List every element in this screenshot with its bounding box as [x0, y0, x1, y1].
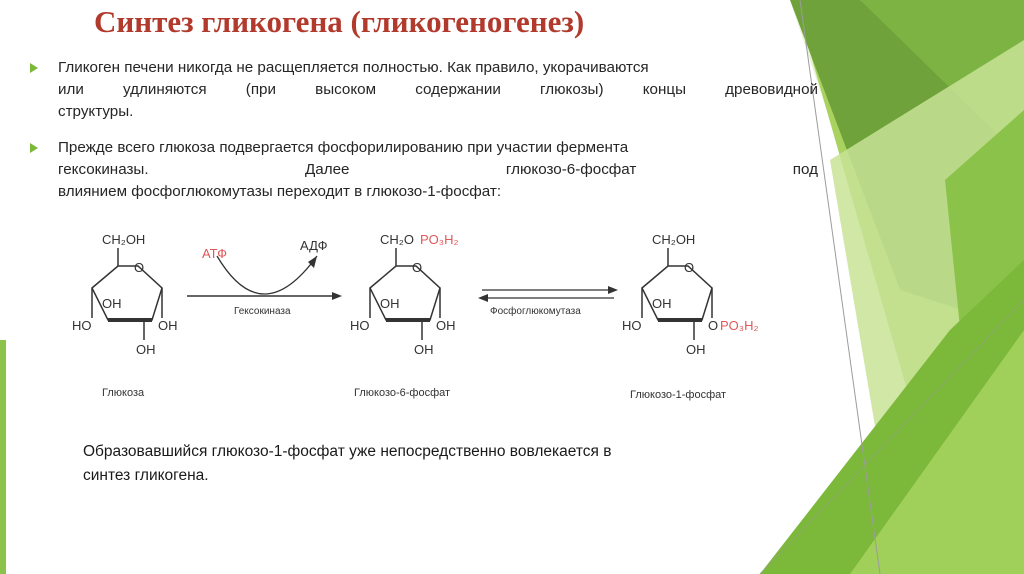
conclusion-line-1: Образовавшийся глюкозо-1-фосфат уже непосредственно вовлекается в	[83, 443, 612, 460]
glucose-oh-bottom: OH	[136, 342, 156, 357]
g1p-ring-o: O	[684, 260, 695, 275]
g6p-ch2o-text: CH₂O	[380, 232, 414, 247]
g1p-ch2oh-text: CH₂OH	[652, 232, 696, 247]
glucose-label: Глюкоза	[102, 387, 145, 399]
g1p-oh-inner: OH	[652, 296, 672, 311]
g1p-structure	[622, 232, 759, 401]
glucose-structure	[72, 232, 178, 399]
bullet-marker-icon	[30, 143, 38, 153]
g1p-o-link: O	[708, 318, 719, 333]
g6p-oh-bottom: OH	[414, 342, 434, 357]
g6p-oh-right: OH	[436, 318, 456, 333]
glucose-ring-o: O	[134, 260, 145, 275]
bullet-2-line-1: Прежде всего глюкоза подвергается фосфорилированию при участии фермента	[58, 139, 629, 156]
bullet-1	[58, 57, 818, 123]
g6p-label: Глюкозо-6-фосфат	[354, 387, 451, 399]
bullet-2	[58, 137, 818, 203]
g1p-oh-bottom: OH	[686, 342, 706, 357]
bullet-1-line-3: структуры.	[58, 103, 134, 120]
g1p-ho: HO	[622, 318, 642, 333]
glucose-oh-right: OH	[158, 318, 178, 333]
hexokinase-arrow	[187, 238, 342, 317]
atp-label: АТФ	[202, 246, 228, 261]
slide-title: Синтез гликогена (гликогеногенез)	[94, 4, 585, 39]
glucose-ho: HO	[72, 318, 92, 333]
phosphoglucomutase-label: Фосфоглюкомутаза	[490, 306, 581, 317]
bullet-1-line-1: Гликоген печени никогда не расщепляется полностью. Как правило, укорачиваются	[58, 59, 649, 76]
g6p-oh-inner: OH	[380, 296, 400, 311]
hexokinase-label: Гексокиназа	[234, 306, 291, 317]
glucose-ch2oh-text: CH₂OH	[102, 232, 146, 247]
g6p-ring-o: O	[412, 260, 423, 275]
g6p-phosphate-text: PO₃H₂	[420, 232, 459, 247]
g6p-ho: HO	[350, 318, 370, 333]
adp-label: АДФ	[300, 238, 328, 253]
g1p-label: Глюкозо-1-фосфат	[630, 389, 727, 401]
g6p-structure	[350, 232, 459, 399]
phosphoglucomutase-arrows	[478, 286, 618, 317]
glucose-oh-inner: OH	[102, 296, 122, 311]
reaction-scheme	[62, 222, 782, 412]
conclusion-text	[83, 440, 763, 488]
bullet-2-line-2: гексокиназы. Далее глюкозо-6-фосфат под	[58, 161, 818, 178]
bullet-2-line-3: влиянием фосфоглюкомутазы переходит в глюкозо-1-фосфат:	[58, 183, 502, 200]
g1p-phosphate-text: PO₃H₂	[720, 318, 759, 333]
conclusion-line-2: синтез гликогена.	[83, 467, 209, 484]
bullet-1-line-2: или удлиняются (при высоком содержании глюкозы) концы древовидной	[58, 81, 818, 98]
bullet-marker-icon	[30, 63, 38, 73]
left-accent-bar	[0, 340, 6, 574]
